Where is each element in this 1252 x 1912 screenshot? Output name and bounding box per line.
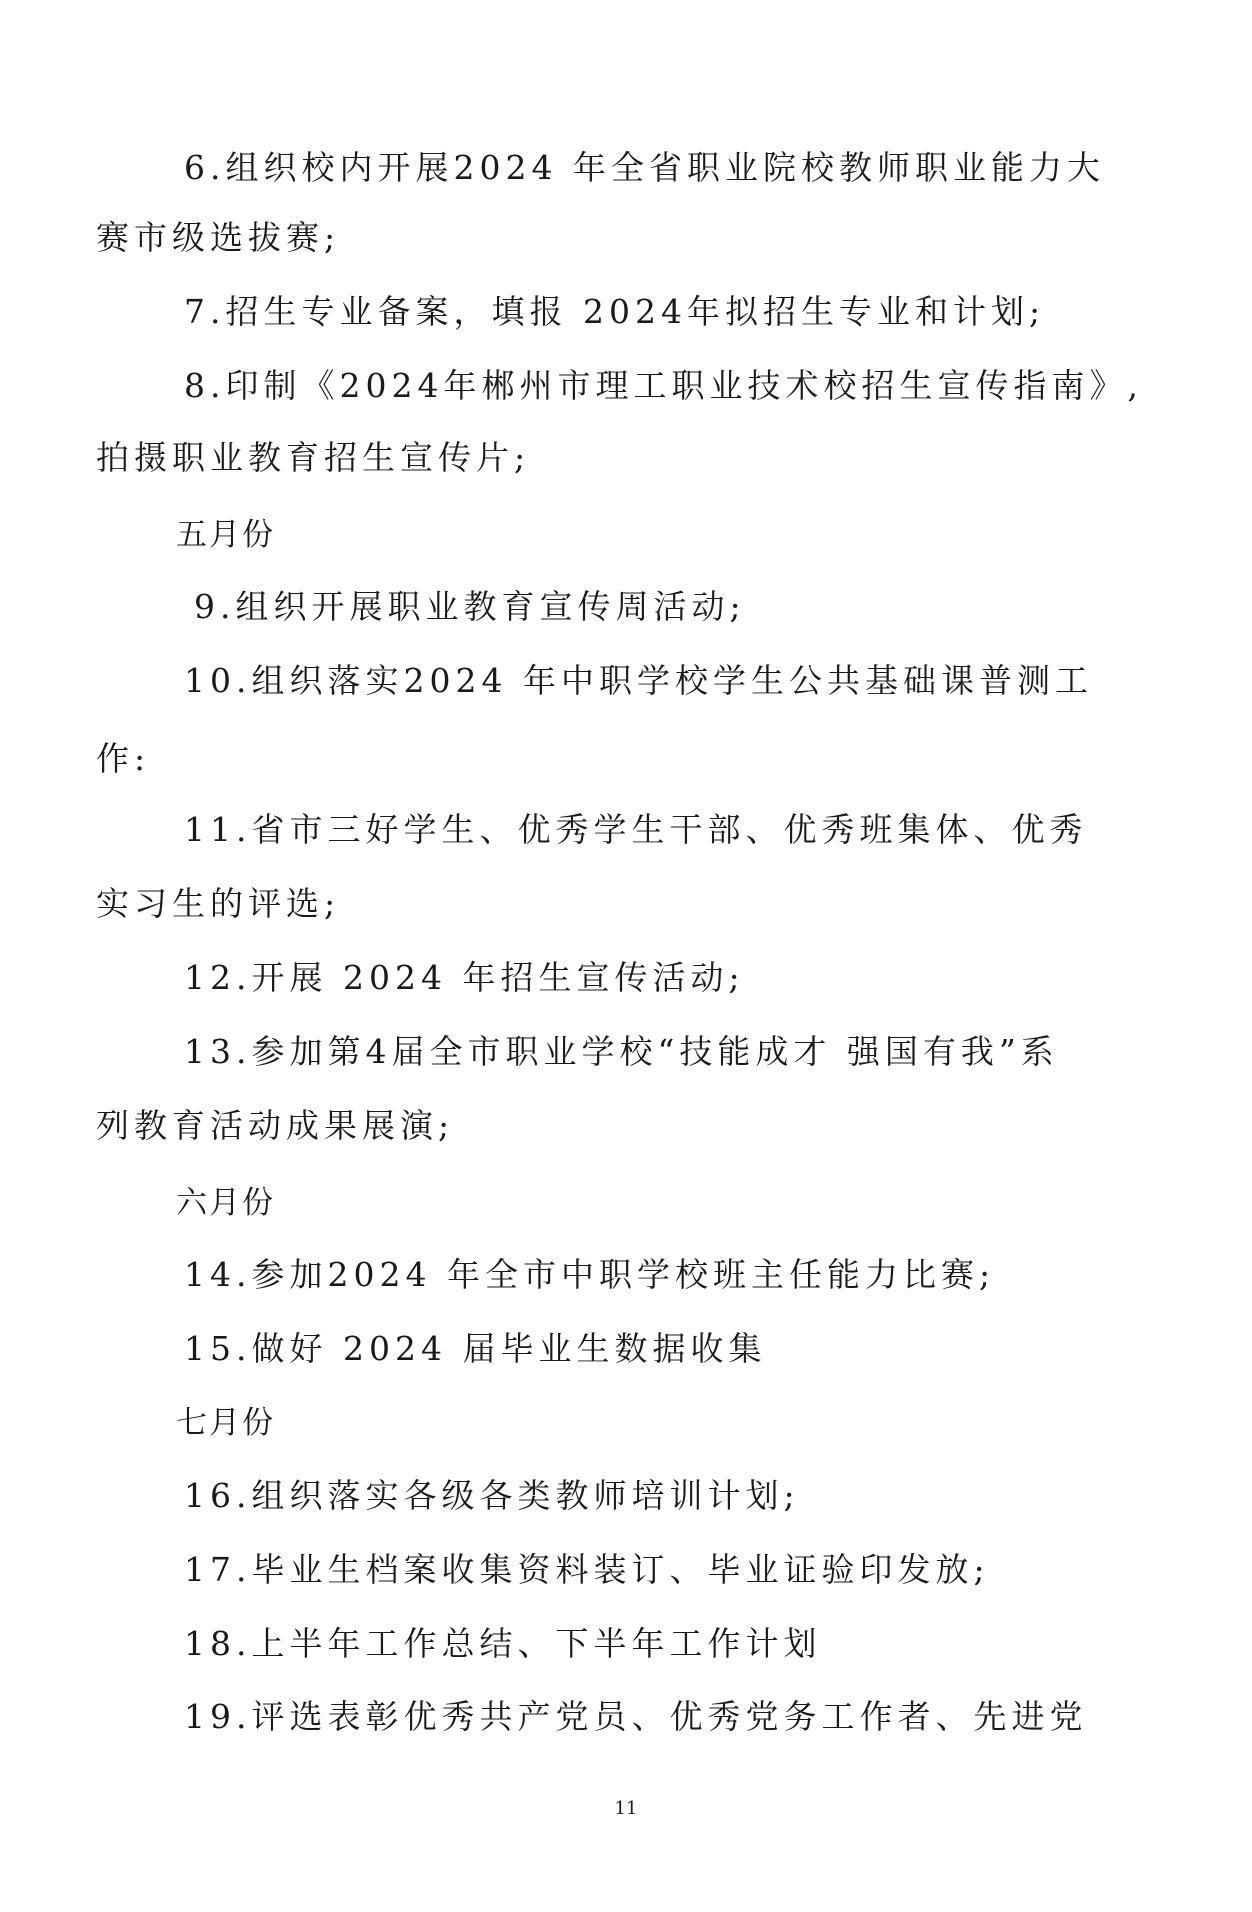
item-8-line-1: 8.印制《2024年郴州市理工职业技术校招生宣传指南》, <box>184 366 1143 405</box>
item-9: 9.组织开展职业教育宣传周活动; <box>194 587 746 626</box>
item-12: 12.开展 2024 年招生宣传活动; <box>184 958 745 997</box>
item-14: 14.参加2024 年全市中职学校班主任能力比赛; <box>184 1255 996 1294</box>
item-8-line-2: 拍摄职业教育招生宣传片; <box>96 438 531 477</box>
page-number: 11 <box>614 1798 638 1819</box>
item-11-line-2: 实习生的评选; <box>96 884 341 923</box>
item-6-line-2: 赛市级选拔赛; <box>96 218 341 257</box>
section-heading-july: 七月份 <box>176 1405 275 1441</box>
item-7: 7.招生专业备案，填报 2024年拟招生专业和计划; <box>184 292 1046 331</box>
item-10-line-2: 作: <box>96 739 151 778</box>
item-16: 16.组织落实各级各类教师培训计划; <box>184 1476 800 1515</box>
item-17: 17.毕业生档案收集资料装订、毕业证验印发放; <box>184 1550 990 1589</box>
item-6-line-1: 6.组织校内开展2024 年全省职业院校教师职业能力大 <box>184 148 1105 187</box>
item-13-line-2: 列教育活动成果展演; <box>96 1106 455 1145</box>
section-heading-june: 六月份 <box>176 1185 275 1221</box>
item-19-line-1: 19.评选表彰优秀共产党员、优秀党务工作者、先进党 <box>184 1697 1088 1736</box>
item-15: 15.做好 2024 届毕业生数据收集 <box>184 1329 767 1368</box>
item-13-line-1: 13.参加第4届全市职业学校“技能成才 强国有我”系 <box>184 1032 1059 1071</box>
section-heading-may: 五月份 <box>176 517 275 553</box>
item-18: 18.上半年工作总结、下半年工作计划 <box>184 1624 822 1663</box>
item-10-line-1: 10.组织落实2024 年中职学校学生公共基础课普测工 <box>184 661 1093 700</box>
item-11-line-1: 11.省市三好学生、优秀学生干部、优秀班集体、优秀 <box>184 810 1088 849</box>
